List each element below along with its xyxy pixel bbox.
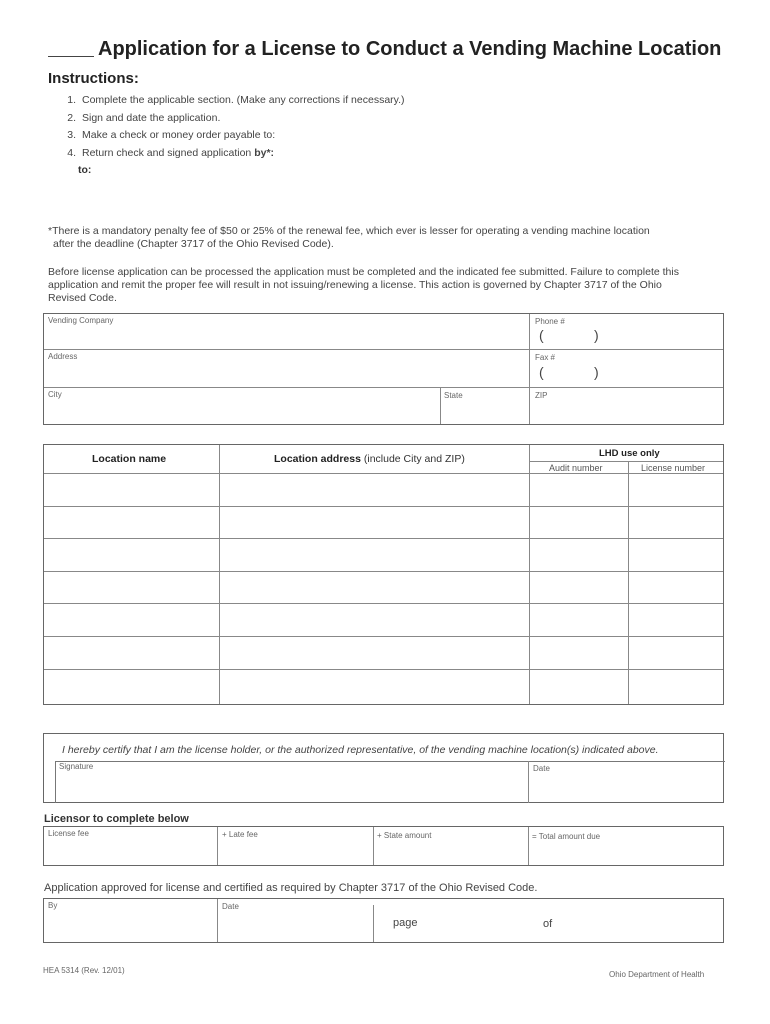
approved-by-field[interactable]: By xyxy=(48,901,58,910)
penalty-note xyxy=(48,225,728,251)
vending-company-field[interactable]: Vending Company xyxy=(48,316,114,325)
title-block xyxy=(48,38,738,68)
instructions-list xyxy=(60,92,405,162)
license-fee-field[interactable]: License fee xyxy=(48,829,89,838)
divider xyxy=(373,827,374,865)
title-blank-line xyxy=(48,56,94,57)
table-row-line xyxy=(44,636,723,637)
certification-date-field[interactable]: Date xyxy=(533,764,550,773)
header-note: (include City and ZIP) xyxy=(360,453,465,465)
table-row-line xyxy=(44,603,723,604)
instruction-number: 3. xyxy=(67,129,76,141)
table-row-line xyxy=(44,506,723,507)
divider xyxy=(528,761,529,803)
approval-statement: Application approved for license and certified as required by Chapter 3717 of the Ohio Revised Code. xyxy=(44,882,538,894)
divider xyxy=(529,314,530,424)
fax-paren-open: ( xyxy=(539,364,544,380)
certification-statement: I hereby certify that I am the license holder, or the authorized representative, of the vending machine location(s) indicated above. xyxy=(62,744,659,756)
phone-field[interactable]: Phone # xyxy=(535,317,565,326)
column-header-location-address xyxy=(274,453,465,465)
column-header-audit: Audit number xyxy=(549,463,603,473)
phone-paren-open: ( xyxy=(539,327,544,343)
zip-field[interactable]: ZIP xyxy=(535,391,548,400)
instruction-text: Return check and signed application xyxy=(82,146,255,159)
instructions-heading: Instructions: xyxy=(48,70,139,87)
address-field[interactable]: Address xyxy=(48,352,78,361)
divider xyxy=(440,387,441,424)
processing-note xyxy=(48,266,728,305)
header-text: Location address xyxy=(274,453,361,465)
signature-row xyxy=(55,761,725,803)
locations-table xyxy=(43,444,724,705)
divider xyxy=(217,827,218,865)
instruction-number: 2. xyxy=(67,111,76,124)
divider xyxy=(529,445,530,704)
penalty-line: *There is a mandatory penalty fee of $50 or 25% of the renewal fee, which ever is lesser for operating a vending machine location xyxy=(48,225,650,237)
processing-line: Revised Code. xyxy=(48,292,117,304)
phone-paren-close: ) xyxy=(594,327,599,343)
table-row-line xyxy=(44,538,723,539)
table-row-line xyxy=(44,473,723,474)
instruction-number: 4. xyxy=(67,146,76,159)
fax-field[interactable]: Fax # xyxy=(535,353,556,362)
instruction-item xyxy=(60,145,405,163)
page-label: page xyxy=(393,917,418,929)
divider xyxy=(217,899,218,942)
of-label: of xyxy=(543,918,553,930)
column-header-location-name xyxy=(92,453,166,465)
form-number: HEA 5314 (Rev. 12/01) xyxy=(43,966,125,975)
department-name: Ohio Department of Health xyxy=(609,970,705,979)
licensor-fees xyxy=(43,826,724,866)
table-row-line xyxy=(44,571,723,572)
approval-date-field[interactable]: Date xyxy=(222,902,239,911)
state-field[interactable]: State xyxy=(444,391,463,400)
instruction-text: Sign and date the application. xyxy=(82,111,221,124)
instruction-item xyxy=(60,92,405,110)
fax-paren-close: ) xyxy=(594,364,599,380)
column-header-lhd xyxy=(599,448,660,459)
instruction-item xyxy=(60,127,405,145)
state-amount-field[interactable]: + State amount xyxy=(377,831,432,840)
to-label: to: xyxy=(78,164,92,176)
instruction-text: Complete the applicable section. (Make any corrections if necessary.) xyxy=(82,94,405,106)
header-text: LHD use only xyxy=(599,448,660,459)
divider xyxy=(219,445,220,704)
city-field[interactable]: City xyxy=(48,390,62,399)
page-title: Application for a License to Conduct a Vending Machine Location xyxy=(98,38,722,60)
processing-line: application and remit the proper fee will result in not issuing/renewing a license. This action is governed by Chapter 3717 of the Ohio xyxy=(48,279,662,291)
instruction-bold: by*: xyxy=(254,146,275,159)
instruction-text: Make a check or money order payable to: xyxy=(82,129,276,141)
divider xyxy=(373,905,374,942)
licensor-heading: Licensor to complete below xyxy=(44,813,189,825)
divider xyxy=(528,827,529,865)
signature-field[interactable]: Signature xyxy=(59,762,94,771)
approval-box xyxy=(43,898,724,943)
processing-line: Before license application can be processed the application must be completed and the indicated fee submitted. Failure to complete this xyxy=(48,266,679,278)
header-text: Location name xyxy=(92,453,167,465)
late-fee-field[interactable]: + Late fee xyxy=(222,830,258,839)
instruction-number: 1. xyxy=(67,94,76,106)
divider xyxy=(628,461,629,704)
penalty-line: after the deadline (Chapter 3717 of the Ohio Revised Code). xyxy=(53,238,334,250)
divider xyxy=(44,387,723,388)
company-form xyxy=(43,313,724,425)
total-amount-field[interactable]: = Total amount due xyxy=(532,832,601,841)
divider xyxy=(529,461,723,462)
divider xyxy=(44,349,723,350)
table-row-line xyxy=(44,669,723,670)
instruction-item xyxy=(60,110,405,128)
column-header-license: License number xyxy=(641,463,706,473)
